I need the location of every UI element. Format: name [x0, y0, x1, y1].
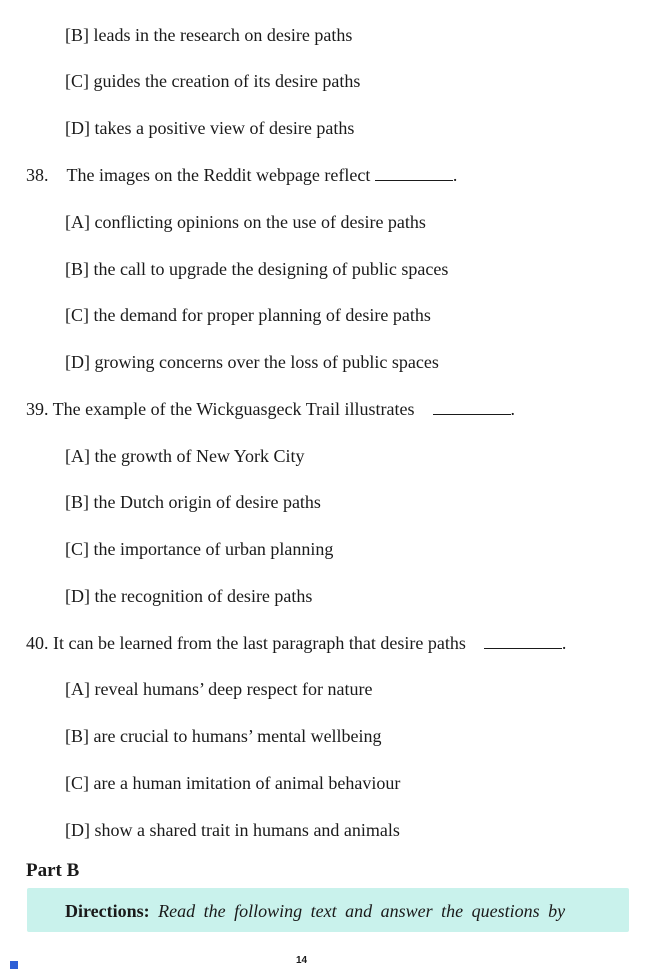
q40-option-a: [A] reveal humans’ deep respect for nature [65, 679, 373, 699]
question-38-stem: 38. The images on the Reddit webpage reflect [26, 165, 375, 185]
question-39 [26, 398, 515, 420]
q37-option-c: [C] guides the creation of its desire paths [65, 71, 361, 91]
part-b-heading: Part B [26, 860, 80, 881]
q37-option-b: [B] leads in the research on desire paths [65, 25, 353, 45]
directions-text [65, 900, 565, 922]
page-number: 14 [296, 955, 308, 966]
question-38 [26, 164, 457, 186]
question-39-end: . [510, 399, 516, 419]
q39-option-b: [B] the Dutch origin of desire paths [65, 492, 321, 512]
question-40 [26, 632, 566, 654]
q38-option-d: [D] growing concerns over the loss of public spaces [65, 352, 439, 372]
q39-option-c: [C] the importance of urban planning [65, 539, 334, 559]
q40-option-b: [B] are crucial to humans’ mental wellbeing [65, 726, 382, 746]
directions-body: Read the following text and answer the questions by [149, 901, 566, 921]
page-marker-square [10, 961, 18, 969]
question-38-end: . [452, 165, 458, 185]
q39-option-a: [A] the growth of New York City [65, 446, 305, 466]
q40-option-c: [C] are a human imitation of animal behaviour [65, 773, 401, 793]
answer-blank [484, 632, 562, 649]
question-39-stem: 39. The example of the Wickguasgeck Trail illustrates [26, 399, 433, 419]
directions-label: Directions: [65, 901, 150, 921]
q39-option-d: [D] the recognition of desire paths [65, 586, 313, 606]
answer-blank [375, 164, 453, 181]
directions-box [27, 888, 629, 932]
q37-option-d: [D] takes a positive view of desire paths [65, 118, 355, 138]
answer-blank [433, 398, 511, 415]
q40-option-d: [D] show a shared trait in humans and animals [65, 820, 400, 840]
q38-option-a: [A] conflicting opinions on the use of desire paths [65, 212, 426, 232]
q38-option-c: [C] the demand for proper planning of desire paths [65, 305, 431, 325]
q38-option-b: [B] the call to upgrade the designing of public spaces [65, 259, 449, 279]
question-40-stem: 40. It can be learned from the last paragraph that desire paths [26, 633, 484, 653]
question-40-end: . [561, 633, 567, 653]
